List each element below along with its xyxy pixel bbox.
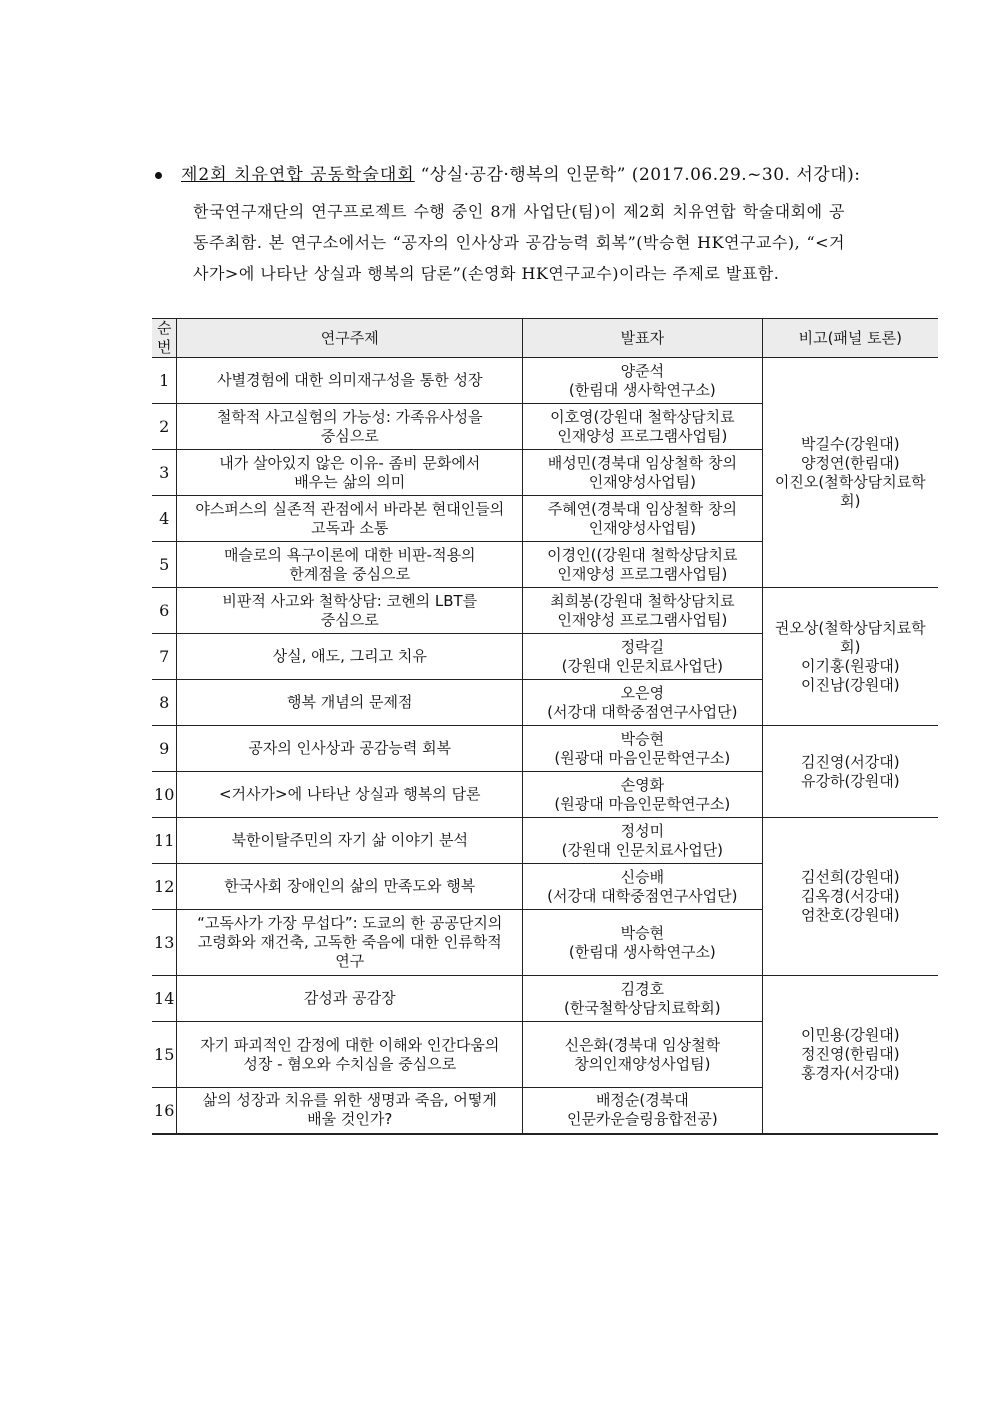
event-title: 제2회 치유연합 공동학술대회	[181, 165, 415, 185]
row-presenter: 신승배 (서강대 대학중점연구사업단)	[523, 864, 763, 910]
row-presenter: 손영화 (원광대 마음인문학연구소)	[523, 772, 763, 818]
row-number: 5	[152, 542, 177, 588]
row-topic: 행복 개념의 문제점	[177, 680, 523, 726]
row-presenter: 양준석 (한림대 생사학연구소)	[523, 358, 763, 404]
row-number: 14	[152, 976, 177, 1022]
row-presenter: 김경호 (한국철학상담치료학회)	[523, 976, 763, 1022]
panel-discussants: 이민용(강원대) 정진영(한림대) 홍경자(서강대)	[762, 976, 938, 1134]
row-topic: 철학적 사고실험의 가능성: 가족유사성을 중심으로	[177, 404, 523, 450]
panel-discussants: 박길수(강원대) 양정연(한림대) 이진오(철학상담치료학회)	[762, 358, 938, 588]
row-number: 2	[152, 404, 177, 450]
row-topic: 내가 살아있지 않은 이유- 좀비 문화에서 배우는 삶의 의미	[177, 450, 523, 496]
row-presenter: 배성민(경북대 임상철학 창의 인재양성사업팀)	[523, 450, 763, 496]
row-number: 4	[152, 496, 177, 542]
panel-discussants: 권오상(철학상담치료학회) 이기홍(원광대) 이진남(강원대)	[762, 588, 938, 726]
table-row	[152, 358, 938, 404]
event-heading	[155, 160, 861, 190]
panel-discussants: 김진영(서강대) 유강하(강원대)	[762, 726, 938, 818]
presentation-table	[152, 318, 938, 1135]
row-number: 3	[152, 450, 177, 496]
row-topic: 사별경험에 대한 의미재구성을 통한 성장	[177, 358, 523, 404]
event-summary	[155, 160, 861, 289]
header-remark: 비고(패널 토론)	[762, 319, 938, 358]
row-number: 8	[152, 680, 177, 726]
row-topic: 감성과 공감장	[177, 976, 523, 1022]
row-number: 6	[152, 588, 177, 634]
row-topic: 북한이탈주민의 자기 삶 이야기 분석	[177, 818, 523, 864]
header-no: 순번	[152, 319, 177, 358]
row-topic: 삶의 성장과 치유를 위한 생명과 죽음, 어떻게 배울 것인가?	[177, 1088, 523, 1134]
row-presenter: 정락길 (강원대 인문치료사업단)	[523, 634, 763, 680]
row-topic: 공자의 인사상과 공감능력 회복	[177, 726, 523, 772]
row-topic: “고독사가 가장 무섭다”: 도쿄의 한 공공단지의 고령화와 재건축, 고독한 죽음에 대한 인류학적 연구	[177, 910, 523, 976]
row-presenter: 신은화(경북대 임상철학 창의인재양성사업팀)	[523, 1022, 763, 1088]
table-row	[152, 588, 938, 634]
event-description: 한국연구재단의 연구프로젝트 수행 중인 8개 사업단(팀)이 제2회 치유연합 학술대회에 공동주최함. 본 연구소에서는 “공자의 인사상과 공감능력 회복”(박승현 HK연구교수), “<거사가>에 나타난 상실과 행복의 담론”(손영화 HK연구교수)이라는 주제로 발표함.	[193, 202, 845, 283]
row-number: 7	[152, 634, 177, 680]
row-presenter: 배정순(경북대 인문카운슬링융합전공)	[523, 1088, 763, 1134]
row-presenter: 주혜연(경북대 임상철학 창의 인재양성사업팀)	[523, 496, 763, 542]
event-subtitle: “상실·공감·행복의 인문학” (2017.06.29.~30. 서강대):	[414, 165, 861, 185]
row-number: 12	[152, 864, 177, 910]
panel-discussants: 김선희(강원대) 김옥경(서강대) 엄찬호(강원대)	[762, 818, 938, 976]
table-header-row	[152, 319, 938, 358]
header-presenter: 발표자	[523, 319, 763, 358]
row-number: 1	[152, 358, 177, 404]
row-presenter: 이경인((강원대 철학상담치료 인재양성 프로그램사업팀)	[523, 542, 763, 588]
row-number: 10	[152, 772, 177, 818]
row-topic: 한국사회 장애인의 삶의 만족도와 행복	[177, 864, 523, 910]
row-topic: 야스퍼스의 실존적 관점에서 바라본 현대인들의 고독과 소통	[177, 496, 523, 542]
row-topic: 매슬로의 욕구이론에 대한 비판-적용의 한계점을 중심으로	[177, 542, 523, 588]
row-presenter: 박승현 (원광대 마음인문학연구소)	[523, 726, 763, 772]
table-body	[152, 358, 938, 1134]
row-number: 13	[152, 910, 177, 976]
row-topic: 자기 파괴적인 감정에 대한 이해와 인간다움의 성장 - 혐오와 수치심을 중심으로	[177, 1022, 523, 1088]
row-number: 15	[152, 1022, 177, 1088]
row-presenter: 박승현 (한림대 생사학연구소)	[523, 910, 763, 976]
header-topic: 연구주제	[177, 319, 523, 358]
row-presenter: 정성미 (강원대 인문치료사업단)	[523, 818, 763, 864]
row-number: 11	[152, 818, 177, 864]
table-row	[152, 726, 938, 772]
table-row	[152, 818, 938, 864]
table-row	[152, 976, 938, 1022]
row-topic: 상실, 애도, 그리고 치유	[177, 634, 523, 680]
row-presenter: 최희봉(강원대 철학상담치료 인재양성 프로그램사업팀)	[523, 588, 763, 634]
row-presenter: 이호영(강원대 철학상담치료 인재양성 프로그램사업팀)	[523, 404, 763, 450]
row-topic: 비판적 사고와 철학상담: 코헨의 LBT를 중심으로	[177, 588, 523, 634]
row-presenter: 오은영 (서강대 대학중점연구사업단)	[523, 680, 763, 726]
row-topic: <거사가>에 나타난 상실과 행복의 담론	[177, 772, 523, 818]
row-number: 9	[152, 726, 177, 772]
row-number: 16	[152, 1088, 177, 1134]
bullet-icon	[155, 172, 162, 179]
